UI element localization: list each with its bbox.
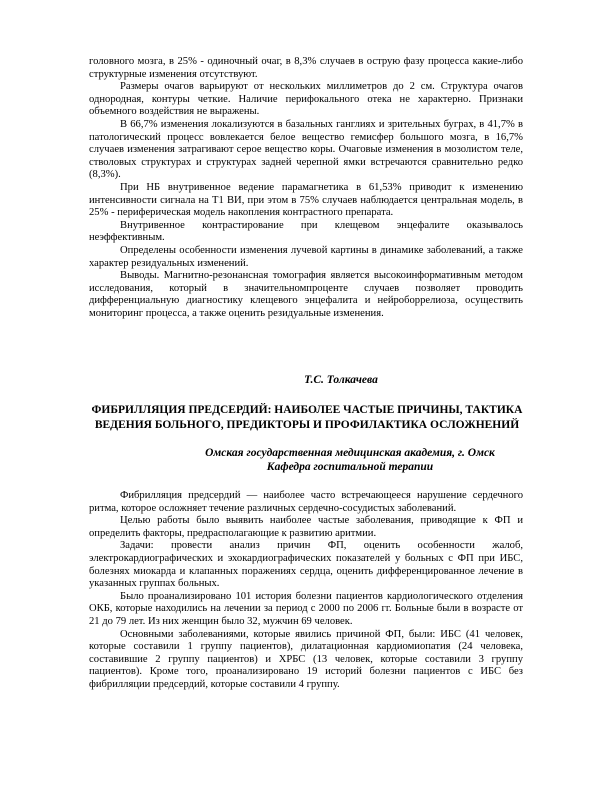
previous-article-body <box>89 56 523 320</box>
body-paragraph: Задачи: провести анализ причин ФП, оценить особенности жалоб, электрокардиографических и эхокардиографических показателей у больных с ФП при ИБС, болезнях миокарда и клапанных поражениях сердца, оценить дифференцированное лечение в указанных группах больных. <box>89 540 523 590</box>
department: Кафедра госпитальной терапии <box>266 461 434 473</box>
body-paragraph: При НБ внутривенное ведение парамагнетика в 61,53% приводит к изменению интенсивности сигнала на Т1 ВИ, при этом в 75% случаев наблюдается центральная модель, в 25% - периферическая модель накопления контрастного препарата. <box>89 181 523 219</box>
article-body <box>89 490 523 692</box>
body-paragraph: Внутривенное контрастирование при клещевом энцефалите оказывалось неэффективным. <box>89 219 523 244</box>
body-paragraph: Основными заболеваниями, которые явились причиной ФП, были: ИБС (41 человек, которые составили 1 группу пациентов), дилатационная кардиомиопатия (24 человека, составившие 2 группу пациентов) и ХРБС (13 человек, которые составили 3 группу пациентов). Кроме того, проанализировано 19 историй болезни пациентов с ИБС без фибрилляции предсердий, которые составили 4 группу. <box>89 628 523 690</box>
body-paragraph: Было проанализировано 101 история болезни пациентов кардиологического отделения ОКБ, которые находились на лечении за период с 2000 по 2006 гг. Больные были в возрасте от 21 до 79 лет. Из них женщин было 32, мужчин 69 человек. <box>89 590 523 627</box>
body-paragraph: головного мозга, в 25% - одиночный очаг, в 8,3% случаев в острую фазу процесса какие-либо структурные изменения отсутствуют. <box>89 56 523 80</box>
article-affiliation <box>120 446 580 474</box>
institution: Омская государственная медицинская академия, г. Омск <box>205 447 495 459</box>
body-paragraph: Выводы. Магнитно-резонансная томография является высокоинформативным методом исследования, который в значительномпроценте случаев позволяет проводить дифференциальную диагностику клещевого энцефалита и нейроборрелиоза, осуществить мониторинг процесса, а также оценить резидуальные изменения. <box>89 270 523 319</box>
article-title: ФИБРИЛЛЯЦИЯ ПРЕДСЕРДИЙ: НАИБОЛЕЕ ЧАСТЫЕ ПРИЧИНЫ, ТАКТИКА ВЕДЕНИЯ БОЛЬНОГО, ПРЕДИКТОРЫ И ПРОФИЛАКТИКА ОСЛОЖНЕНИЙ <box>91 404 523 431</box>
article-author: Т.С. Толкачева <box>304 374 378 386</box>
body-paragraph: Фибрилляция предсердий — наиболее часто встречающееся нарушение сердечного ритма, которое осложняет течение различных сердечно-сосудистых заболеваний. <box>89 490 523 514</box>
body-paragraph: Определены особенности изменения лучевой картины в динамике заболеваний, а также характер резидуальных изменений. <box>89 244 523 269</box>
body-paragraph: Размеры очагов варьируют от нескольких миллиметров до 2 см. Структура очагов однородная, контуры четкие. Наличие перифокального отека не характерно. Признаки объемного воздействия не выражены. <box>89 81 523 118</box>
body-paragraph: Целью работы было выявить наиболее частые заболевания, приводящие к ФП и определить факторы, предрасполагающие к развитию аритмии. <box>89 515 523 539</box>
body-paragraph: В 66,7% изменения локализуются в базальных ганглиях и зрительных буграх, в 41,7% в патологический процесс вовлекается белое вещество гемисфер большого мозга, в 16,7% случаев изменения затрагивают серое вещество коры. Очаговые изменения в мозолистом теле, стволовых структурах и структурах задней черепной ямки встречаются сравнительно редко (8,3%). <box>89 118 523 181</box>
